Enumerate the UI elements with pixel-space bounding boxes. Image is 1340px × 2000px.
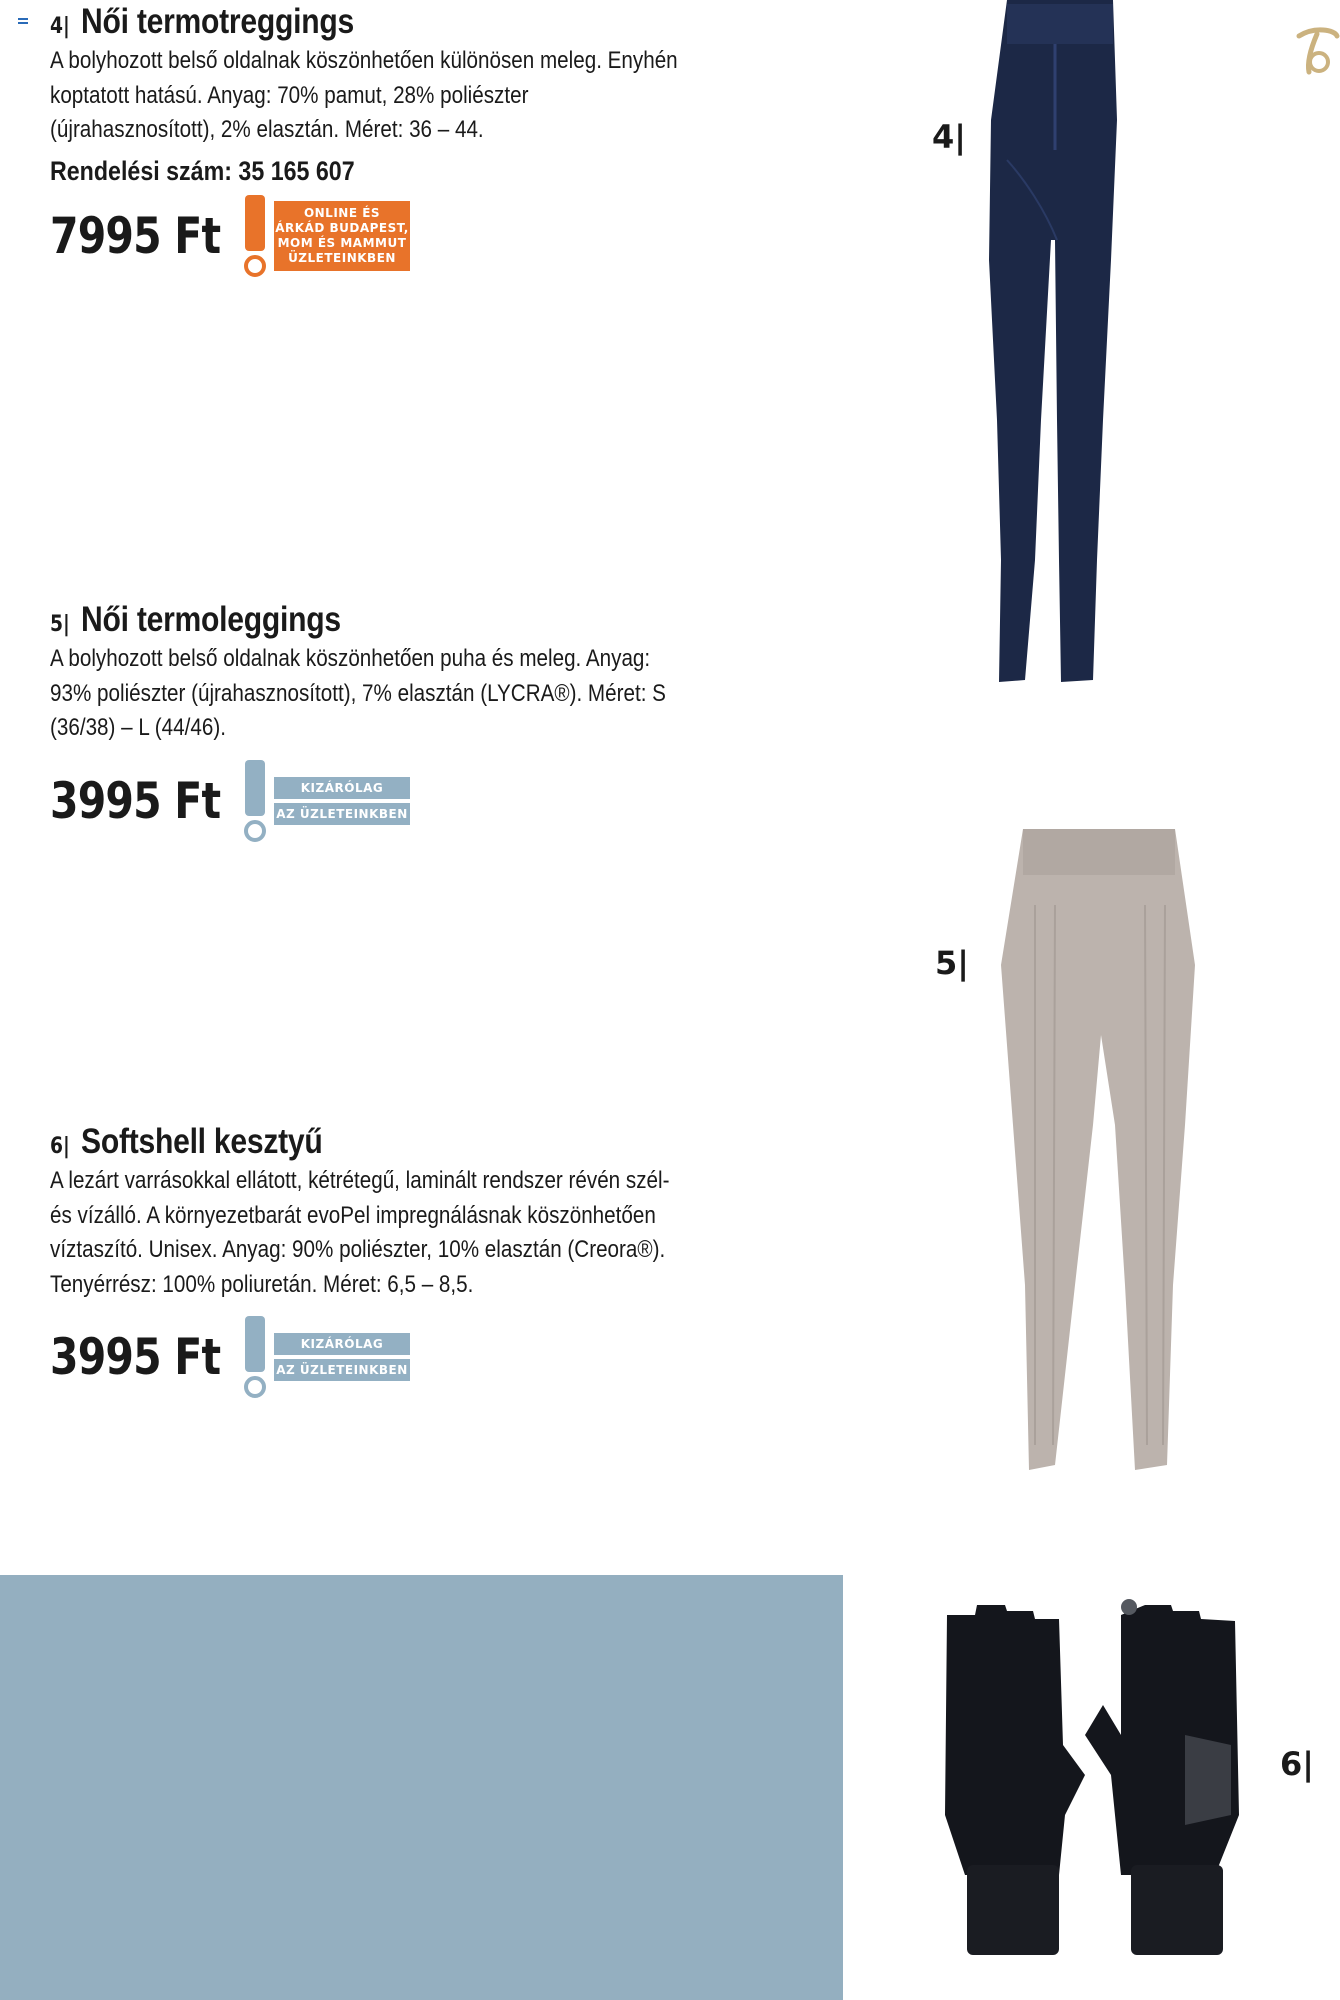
gloves-image-6 [935, 1595, 1255, 1965]
product-title: Softshell kesztyű [81, 1122, 323, 1161]
badge-line: ÁRKÁD BUDAPEST, [275, 220, 409, 235]
badge-line: KIZÁRÓLAG [274, 1333, 410, 1355]
product-title: Női termotreggings [81, 2, 355, 41]
leggings-image-4 [985, 0, 1125, 690]
brand-logo-icon [1285, 20, 1340, 80]
order-number: Rendelési szám: 35 165 607 [50, 155, 355, 186]
badge-line: AZ ÜZLETEINKBEN [274, 1359, 410, 1381]
badge-line: AZ ÜZLETEINKBEN [274, 803, 410, 825]
badge-line: ONLINE ÉS [303, 205, 381, 220]
menu-icon[interactable] [18, 18, 28, 26]
image-label-4: 4| [932, 118, 966, 156]
product-number: 6| [50, 1134, 70, 1159]
decorative-panel [0, 1575, 843, 2000]
image-label-5: 5| [935, 944, 969, 982]
exclamation-icon [242, 1316, 268, 1398]
product-number: 4| [50, 14, 70, 39]
product-number: 5| [50, 612, 70, 637]
leggings-image-5 [995, 825, 1205, 1475]
product-title: Női termoleggings [81, 600, 342, 639]
availability-badge [242, 760, 410, 842]
badge-line: ÜZLETEINKBEN [288, 250, 396, 265]
price: 7995 Ft [50, 206, 221, 265]
product-description: A lezárt varrásokkal ellátott, kétrétegű, laminált rendszer révén szél- és vízálló. A környezetbarát evoPel impregnálásnak köszönhetően víztaszító. Unisex. Anyag: 90% poliészter, 10% elasztán (Creora®). Tenyérrész: 100% poliuretán. Méret: 6,5 – 8,5. [50, 1167, 670, 1298]
availability-badge [242, 1316, 410, 1398]
product-4 [50, 2, 780, 277]
availability-badge [242, 195, 410, 277]
price: 3995 Ft [50, 1328, 221, 1386]
product-5 [50, 600, 780, 842]
product-6 [50, 1122, 780, 1398]
exclamation-icon [242, 760, 268, 842]
badge-line: KIZÁRÓLAG [274, 777, 410, 799]
product-description: A bolyhozott belső oldalnak köszönhetően puha és meleg. Anyag: 93% poliészter (újrahasznosított), 7% elasztán (LYCRA®). Méret: S (36/38) – L (44/46). [50, 645, 666, 741]
product-description: A bolyhozott belső oldalnak köszönhetően különösen meleg. Enyhén koptatott hatású. Anyag: 70% pamut, 28% poliészter (újrahasznosított), 2% elasztán. Méret: 36 – 44. [50, 47, 678, 143]
image-label-6: 6| [1280, 1745, 1314, 1783]
price: 3995 Ft [50, 771, 221, 830]
exclamation-icon [242, 195, 268, 277]
badge-line: MOM ÉS MAMMUT [277, 235, 407, 250]
